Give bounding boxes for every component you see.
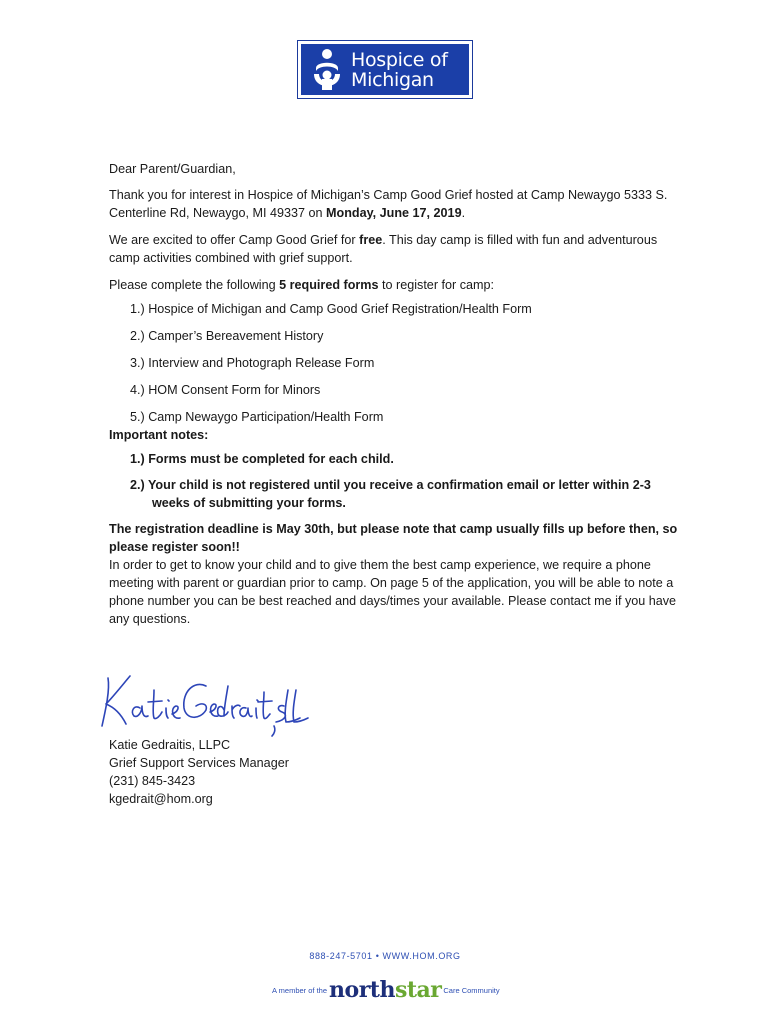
handwritten-signature (96, 668, 311, 738)
excited-paragraph (109, 231, 689, 267)
logo-line-2: Michigan (351, 68, 434, 91)
footer-contact-line[interactable]: 888-247-5701 • WWW.HOM.ORG (309, 951, 461, 961)
camp-date: Monday, June 17, 2019 (326, 206, 462, 220)
logo-panel (301, 44, 469, 95)
contact-title: Grief Support Services Manager (109, 756, 289, 770)
phone-meeting-paragraph: In order to get to know your child and to give them the best camp experience, we require a phone meeting with parent or guardian prior to camp. On page 5 of the application, you will be able to note a phone number you can be best reached and days/times your available. Please contact me if you have any questions. (109, 558, 677, 626)
member-prefix: A member of the (272, 985, 328, 995)
list-item: 4.) HOM Consent Form for Minors (130, 383, 321, 397)
greeting: Dear Parent/Guardian, (109, 162, 236, 176)
list-item: 2.) Camper’s Bereavement History (130, 329, 324, 343)
contact-name: Katie Gedraitis, LLPC (109, 738, 231, 752)
northstar-logo-star: star (394, 977, 442, 1003)
contact-phone: (231) 845-3423 (109, 774, 196, 788)
list-item: 1.) Hospice of Michigan and Camp Good Grief Registration/Health Form (130, 302, 532, 316)
member-suffix: Care Community (443, 985, 500, 995)
list-item: 3.) Interview and Photograph Release Form (130, 356, 375, 370)
required-forms-list (109, 300, 689, 426)
complete-paragraph (109, 276, 689, 294)
complete-text-b: to register for camp: (378, 278, 494, 292)
northstar-member-line (272, 978, 502, 1002)
intro-end: . (461, 206, 466, 220)
important-notes-list (109, 450, 689, 512)
list-item: 5.) Camp Newaygo Participation/Health Form (130, 410, 384, 424)
hospice-of-michigan-logo (297, 40, 473, 99)
logo-wordmark (351, 50, 448, 90)
excited-text-a: We are excited to offer Camp Good Grief for (109, 233, 360, 247)
list-item: 1.) Forms must be completed for each child. (130, 452, 394, 466)
excited-text-b: . This day camp is filled with fun and adventurous camp activities combined with grief support. (109, 233, 658, 265)
intro-text: Thank you for interest in Hospice of Michigan’s Camp Good Grief hosted at Camp Newaygo 5333 S. Centerline Rd, Newaygo, MI 49337 on (109, 188, 668, 220)
contact-email[interactable]: kgedrait@hom.org (109, 792, 213, 806)
deadline-paragraph: The registration deadline is May 30th, but please note that camp usually fills up before then, so please register soon!! (109, 522, 678, 554)
free-label: free (359, 233, 383, 247)
logo-line-1: Hospice of (351, 48, 448, 71)
northstar-logo (329, 977, 441, 1003)
letter-body (109, 160, 689, 628)
list-item: 2.) Your child is not registered until you receive a confirmation email or letter within 2-3 weeks of submitting your forms. (130, 478, 651, 510)
contact-block (109, 736, 289, 808)
complete-text-a: Please complete the following (109, 278, 280, 292)
required-forms-count: 5 required forms (279, 278, 379, 292)
important-notes-heading: Important notes: (109, 428, 209, 442)
hospice-figure-icon (307, 46, 349, 93)
intro-paragraph (109, 186, 689, 222)
northstar-logo-north: north (329, 977, 395, 1003)
